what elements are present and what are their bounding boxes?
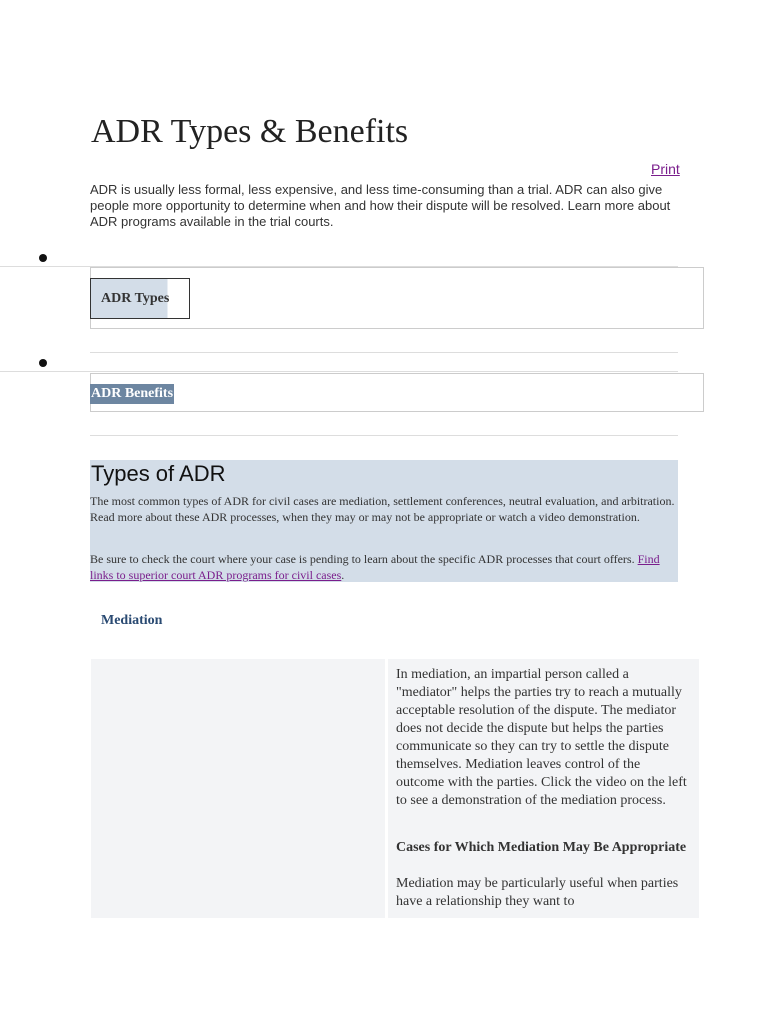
mediation-video[interactable] [91,659,385,918]
mediation-sub-text: Mediation may be particularly useful when parties have a relationship they want to [396,876,679,909]
divider [90,352,678,353]
mediation-subheading: Cases for Which Mediation May Be Appropriate [396,840,687,855]
tab-container-benefits [90,373,704,412]
page-title: ADR Types & Benefits [91,113,409,150]
divider [0,371,678,372]
list-bullet [39,254,47,262]
mediation-description: In mediation, an impartial person called a "mediator" helps the parties try to reach a mutually acceptable resolution of the dispute. The mediator does not decide the dispute but helps the parties communicate so they can try to settle the dispute themselves. Mediation leaves control of the outcome with the parties. Click the video on the left to see a demonstration of the mediation process. [396,667,687,808]
types-paragraph-2-end: . [341,568,345,582]
types-paragraph-2 [90,551,676,583]
types-of-adr-panel [90,460,678,582]
types-paragraph-1: The most common types of ADR for civil cases are mediation, settlement conferences, neutral evaluation, and arbitration. Read more about these ADR processes, when they may or may not be appropriate or watch a video demonstration. [90,494,675,524]
tab-adr-benefits[interactable]: ADR Benefits [90,384,174,404]
tab-adr-types-label: ADR Types [101,290,170,306]
types-paragraph-2-text: Be sure to check the court where your case is pending to learn about the specific ADR processes that court offers. [90,552,635,566]
divider [90,435,678,436]
print-link[interactable]: Print [651,161,680,177]
tab-adr-types[interactable] [90,278,190,319]
mediation-text-panel [388,659,699,918]
types-heading: Types of ADR [91,461,226,486]
superior-court-adr-link[interactable]: Find links to superior court ADR programs for civil cases [90,552,660,582]
mediation-heading: Mediation [101,613,163,628]
intro-text: ADR is usually less formal, less expensive, and less time-consuming than a trial. ADR can also give people more opportunity to determine when and how their dispute will be resolved. Learn more about ADR programs available in the trial courts. [90,182,671,229]
list-bullet [39,359,47,367]
